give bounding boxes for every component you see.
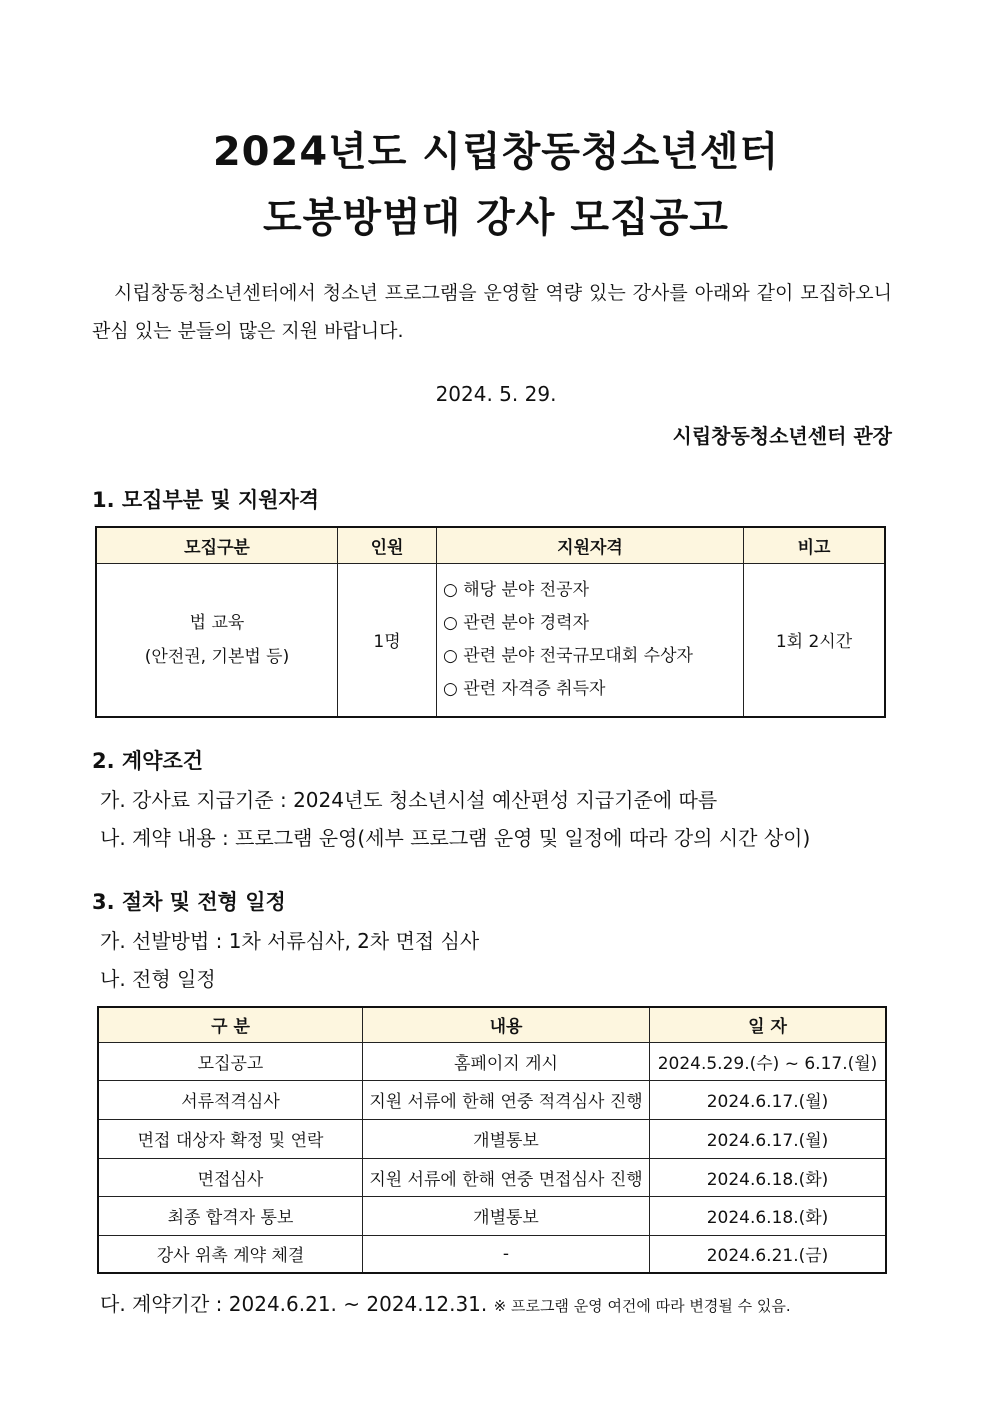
section1-heading: 1. 모집부분 및 지원자격	[92, 488, 320, 512]
notice-date: 2024. 5. 29.	[435, 382, 557, 406]
selection-method-line: 가. 선발방법 : 1차 서류심사, 2차 면접 심사	[100, 929, 480, 953]
stage-cell: 최종 합격자 통보	[98, 1196, 363, 1235]
intro-text: 시립창동청소년센터에서 청소년 프로그램을 운영할 역량 있는 강사를 아래와 같이 모집하오니 관심 있는 분들의 많은 지원 바랍니다.	[92, 282, 892, 342]
qualification-item: ○ 관련 분야 전국규모대회 수상자	[443, 645, 693, 666]
schedule-row	[98, 1235, 886, 1273]
schedule-row	[98, 1158, 886, 1196]
date-cell: 2024.6.18.(화)	[650, 1196, 887, 1235]
qualification-item: ○ 관련 자격증 취득자	[443, 678, 606, 699]
schedule-table	[97, 1006, 887, 1274]
count-cell: 1명	[338, 563, 437, 717]
schedule-row	[98, 1080, 886, 1119]
section2-heading: 2. 계약조건	[92, 749, 204, 773]
date-cell: 2024.6.17.(월)	[650, 1119, 887, 1158]
header-count: 인원	[338, 527, 437, 563]
date-cell: 2024.6.17.(월)	[650, 1080, 887, 1119]
date-cell: 2024.5.29.(수) ~ 6.17.(월)	[650, 1042, 887, 1080]
content-cell: 개별통보	[363, 1119, 650, 1158]
qualification-item: ○ 해당 분야 전공자	[443, 579, 589, 600]
intro-paragraph	[92, 274, 892, 350]
signature: 시립창동청소년센터 관장	[672, 424, 892, 448]
content-cell: 지원 서류에 한해 연중 적격심사 진행	[363, 1080, 650, 1119]
category-line1: 법 교육	[189, 612, 245, 633]
content-cell: 개별통보	[363, 1196, 650, 1235]
note-cell: 1회 2시간	[744, 563, 886, 717]
contract-period-note: ※ 프로그램 운영 여건에 따라 변경될 수 있음.	[493, 1297, 791, 1315]
schedule-row	[98, 1196, 886, 1235]
stage-cell: 서류적격심사	[98, 1080, 363, 1119]
content-cell: 홈페이지 게시	[363, 1042, 650, 1080]
recruit-table-header	[96, 527, 885, 563]
contract-fee-line: 가. 강사료 지급기준 : 2024년도 청소년시설 예산편성 지급기준에 따름	[100, 788, 718, 812]
schedule-table-header	[98, 1007, 886, 1042]
schedule-line: 나. 전형 일정	[100, 967, 216, 991]
content-cell: -	[363, 1235, 650, 1273]
header-qualification: 지원자격	[437, 527, 744, 563]
date-cell: 2024.6.18.(화)	[650, 1158, 887, 1196]
title-line1: 2024년도 시립창동청소년센터	[212, 129, 780, 175]
header-category: 모집구분	[96, 527, 338, 563]
qualification-cell	[437, 563, 744, 717]
stage-cell: 면접심사	[98, 1158, 363, 1196]
recruit-table	[95, 526, 886, 718]
header-date: 일 자	[650, 1007, 887, 1042]
category-line2: (안전권, 기본법 등)	[144, 646, 290, 667]
stage-cell: 모집공고	[98, 1042, 363, 1080]
title-line2: 도봉방범대 강사 모집공고	[263, 195, 729, 241]
contract-period-line	[100, 1288, 791, 1317]
stage-cell: 강사 위촉 계약 체결	[98, 1235, 363, 1273]
schedule-row	[98, 1119, 886, 1158]
contract-period-text: 다. 계약기간 : 2024.6.21. ~ 2024.12.31.	[100, 1292, 488, 1316]
date-cell: 2024.6.21.(금)	[650, 1235, 887, 1273]
header-content: 내용	[363, 1007, 650, 1042]
category-cell	[96, 563, 338, 717]
schedule-row	[98, 1042, 886, 1080]
contract-content-line: 나. 계약 내용 : 프로그램 운영(세부 프로그램 운영 및 일정에 따라 강의 시간 상이)	[100, 826, 811, 850]
stage-cell: 면접 대상자 확정 및 연락	[98, 1119, 363, 1158]
content-cell: 지원 서류에 한해 연중 면접심사 진행	[363, 1158, 650, 1196]
recruit-row	[96, 563, 885, 717]
section3-heading: 3. 절차 및 전형 일정	[92, 890, 286, 914]
qualification-item: ○ 관련 분야 경력자	[443, 612, 589, 633]
header-note: 비고	[744, 527, 886, 563]
header-stage: 구 분	[98, 1007, 363, 1042]
